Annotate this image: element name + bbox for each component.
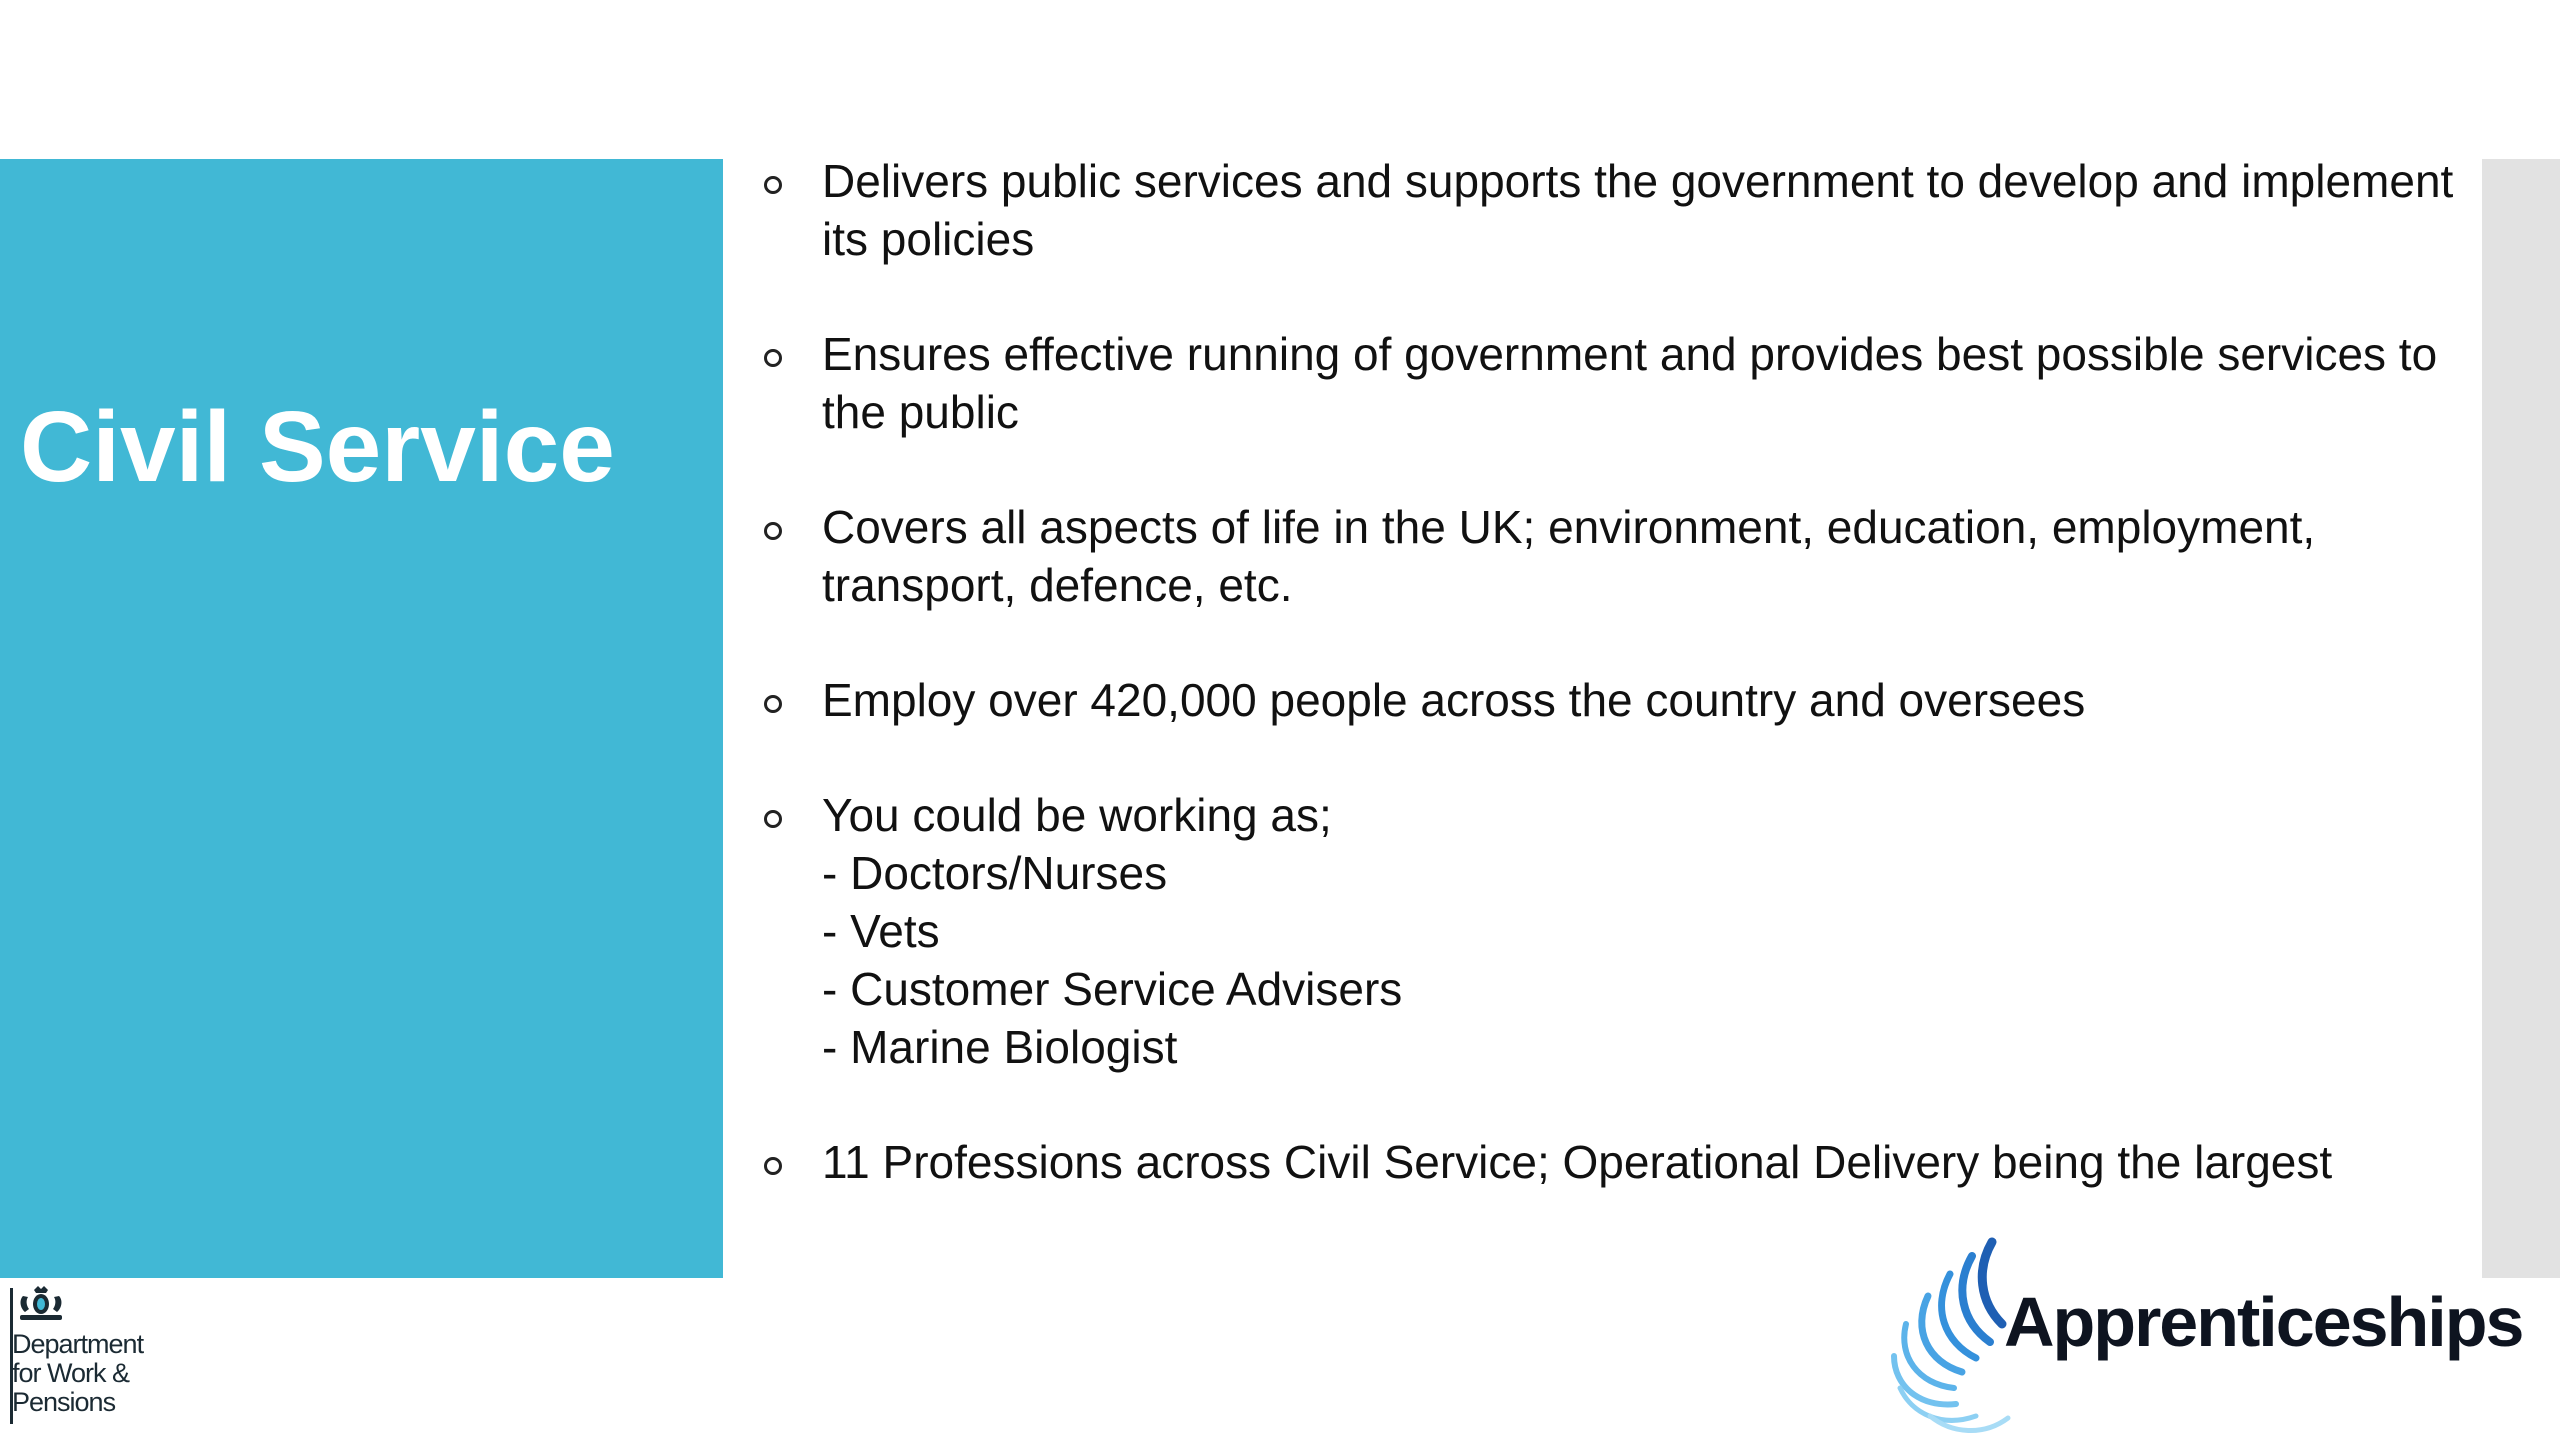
- bullet-item: [760, 671, 2460, 729]
- bullet-text: Employ over 420,000 people across the country and oversees: [822, 674, 2086, 726]
- hollow-circle-bullet-icon: [764, 522, 782, 540]
- bullet-item: [760, 325, 2460, 441]
- dwp-logo: [10, 1284, 210, 1424]
- slide-title: Civil Service: [20, 391, 615, 503]
- job-role-item: - Customer Service Advisers: [822, 963, 1403, 1015]
- dwp-logo-line: Pensions: [12, 1387, 116, 1417]
- right-edge-strip: [2482, 159, 2560, 1278]
- bullet-item: [760, 1133, 2460, 1191]
- royal-crest-icon: [14, 1284, 68, 1324]
- dwp-logo-text: [12, 1330, 143, 1417]
- hollow-circle-bullet-icon: [764, 810, 782, 828]
- hollow-circle-bullet-icon: [764, 176, 782, 194]
- apprenticeships-wordmark: Apprenticeships: [2004, 1283, 2523, 1361]
- bullet-text: Ensures effective running of government and provides best possible services to the public: [822, 328, 2438, 438]
- apprenticeships-logo: [1880, 1230, 2523, 1440]
- bullet-text: 11 Professions across Civil Service; Operational Delivery being the largest: [822, 1136, 2333, 1188]
- job-role-item: - Marine Biologist: [822, 1021, 1178, 1073]
- bullet-item: [760, 152, 2460, 268]
- bullet-item: [760, 498, 2460, 614]
- job-role-list: [822, 844, 2460, 1076]
- dwp-logo-line: Department: [12, 1329, 144, 1359]
- dwp-logo-line: for Work &: [12, 1358, 130, 1388]
- job-role-item: - Doctors/Nurses: [822, 847, 1168, 899]
- hollow-circle-bullet-icon: [764, 695, 782, 713]
- bullet-item: [760, 786, 2460, 1076]
- job-role-item: - Vets: [822, 905, 940, 957]
- hollow-circle-bullet-icon: [764, 1157, 782, 1175]
- bullet-text: Delivers public services and supports the government to develop and implement its policies: [822, 155, 2454, 265]
- bullet-text: Covers all aspects of life in the UK; environment, education, employment, transport, defence, etc.: [822, 501, 2316, 611]
- bullet-list: [760, 152, 2460, 1248]
- bullet-text: You could be working as;: [822, 789, 1332, 841]
- title-panel: [0, 159, 723, 1417]
- hollow-circle-bullet-icon: [764, 349, 782, 367]
